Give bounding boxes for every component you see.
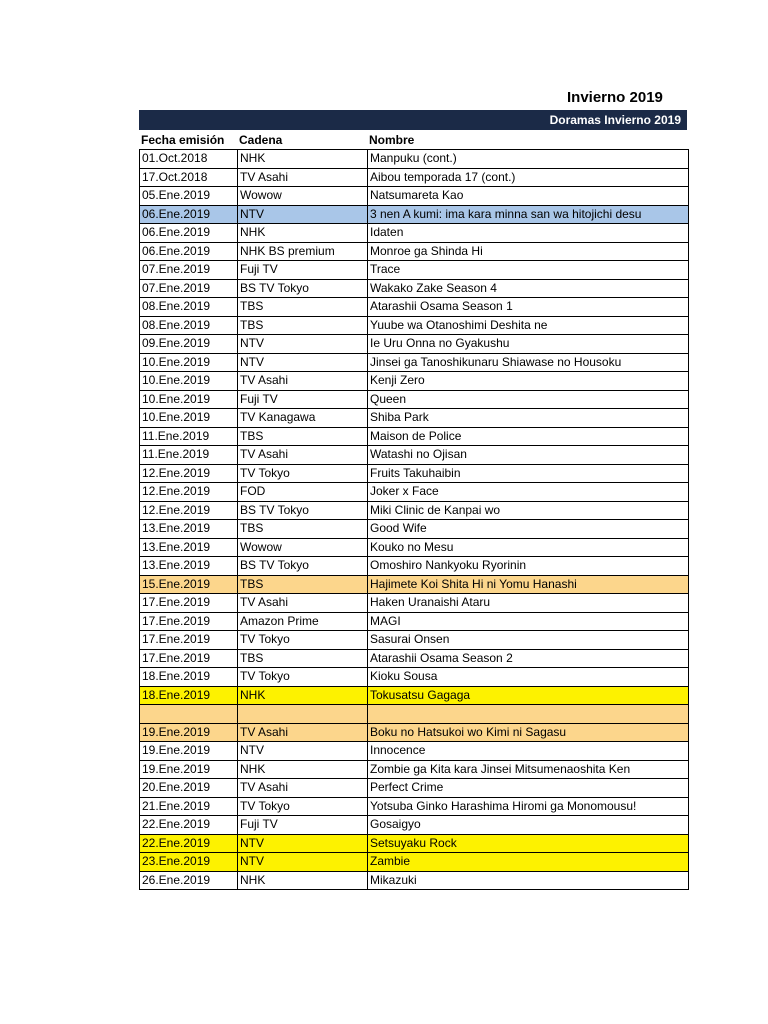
cell-channel: NHK bbox=[238, 150, 368, 169]
cell-name: Miki Clinic de Kanpai wo bbox=[368, 501, 689, 520]
cell-date: 20.Ene.2019 bbox=[140, 779, 238, 798]
cell-name: Maison de Police bbox=[368, 427, 689, 446]
column-headers bbox=[139, 130, 687, 149]
table-row bbox=[140, 261, 689, 280]
table-row bbox=[140, 538, 689, 557]
table-row bbox=[140, 649, 689, 668]
cell-channel: TBS bbox=[238, 520, 368, 539]
header-name: Nombre bbox=[369, 133, 415, 147]
cell-date: 09.Ene.2019 bbox=[140, 335, 238, 354]
cell-channel: TBS bbox=[238, 649, 368, 668]
table-row bbox=[140, 705, 689, 724]
cell-name: Zambie bbox=[368, 853, 689, 872]
cell-date: 23.Ene.2019 bbox=[140, 853, 238, 872]
cell-date: 05.Ene.2019 bbox=[140, 187, 238, 206]
cell-name: Monroe ga Shinda Hi bbox=[368, 242, 689, 261]
cell-name: Setsuyaku Rock bbox=[368, 834, 689, 853]
cell-date: 17.Ene.2019 bbox=[140, 612, 238, 631]
cell-name: Idaten bbox=[368, 224, 689, 243]
table-row bbox=[140, 372, 689, 391]
cell-date: 17.Ene.2019 bbox=[140, 649, 238, 668]
table-row bbox=[140, 316, 689, 335]
table-row bbox=[140, 483, 689, 502]
cell-date: 10.Ene.2019 bbox=[140, 372, 238, 391]
table-row bbox=[140, 742, 689, 761]
cell-channel: TBS bbox=[238, 575, 368, 594]
table-row bbox=[140, 353, 689, 372]
cell-name: Kouko no Mesu bbox=[368, 538, 689, 557]
cell-channel: NTV bbox=[238, 353, 368, 372]
table-row bbox=[140, 335, 689, 354]
table-row bbox=[140, 242, 689, 261]
table-row bbox=[140, 668, 689, 687]
cell-date: 06.Ene.2019 bbox=[140, 224, 238, 243]
cell-name: Trace bbox=[368, 261, 689, 280]
table-row bbox=[140, 224, 689, 243]
cell-date: 07.Ene.2019 bbox=[140, 261, 238, 280]
cell-name: Zombie ga Kita kara Jinsei Mitsumenaoshita Ken bbox=[368, 760, 689, 779]
cell-date: 19.Ene.2019 bbox=[140, 723, 238, 742]
cell-date: 10.Ene.2019 bbox=[140, 390, 238, 409]
cell-date: 18.Ene.2019 bbox=[140, 668, 238, 687]
cell-date: 18.Ene.2019 bbox=[140, 686, 238, 705]
table-row bbox=[140, 501, 689, 520]
cell-date: 19.Ene.2019 bbox=[140, 742, 238, 761]
cell-channel: TV Tokyo bbox=[238, 464, 368, 483]
table-row bbox=[140, 871, 689, 890]
cell-channel: Wowow bbox=[238, 187, 368, 206]
cell-name: Good Wife bbox=[368, 520, 689, 539]
cell-channel: BS TV Tokyo bbox=[238, 557, 368, 576]
cell-name: Wakako Zake Season 4 bbox=[368, 279, 689, 298]
cell-channel: TV Tokyo bbox=[238, 668, 368, 687]
cell-name: Aibou temporada 17 (cont.) bbox=[368, 168, 689, 187]
cell-name: Gosaigyo bbox=[368, 816, 689, 835]
cell-channel: BS TV Tokyo bbox=[238, 501, 368, 520]
cell-name: Perfect Crime bbox=[368, 779, 689, 798]
cell-name: Tokusatsu Gagaga bbox=[368, 686, 689, 705]
cell-date: 06.Ene.2019 bbox=[140, 242, 238, 261]
table-banner: Doramas Invierno 2019 bbox=[139, 110, 687, 130]
cell-date: 12.Ene.2019 bbox=[140, 464, 238, 483]
cell-name: MAGI bbox=[368, 612, 689, 631]
cell-name: Kioku Sousa bbox=[368, 668, 689, 687]
table-row bbox=[140, 797, 689, 816]
cell-channel: TBS bbox=[238, 316, 368, 335]
cell-channel: NTV bbox=[238, 742, 368, 761]
cell-channel: NHK bbox=[238, 760, 368, 779]
table-row bbox=[140, 298, 689, 317]
cell-channel: Wowow bbox=[238, 538, 368, 557]
table-row bbox=[140, 557, 689, 576]
cell-name: Watashi no Ojisan bbox=[368, 446, 689, 465]
cell-channel: TV Asahi bbox=[238, 779, 368, 798]
cell-name: Shiba Park bbox=[368, 409, 689, 428]
table-row bbox=[140, 760, 689, 779]
cell-name: Jinsei ga Tanoshikunaru Shiawase no Housoku bbox=[368, 353, 689, 372]
cell-date: 06.Ene.2019 bbox=[140, 205, 238, 224]
cell-channel: TV Asahi bbox=[238, 446, 368, 465]
cell-name bbox=[368, 705, 689, 724]
table-row bbox=[140, 816, 689, 835]
cell-date: 22.Ene.2019 bbox=[140, 834, 238, 853]
cell-date: 01.Oct.2018 bbox=[140, 150, 238, 169]
table-row bbox=[140, 279, 689, 298]
cell-channel: NHK bbox=[238, 871, 368, 890]
cell-channel: NHK bbox=[238, 224, 368, 243]
cell-channel: TBS bbox=[238, 427, 368, 446]
schedule-table bbox=[139, 149, 689, 890]
cell-name: Haken Uranaishi Ataru bbox=[368, 594, 689, 613]
table-row bbox=[140, 631, 689, 650]
table-row bbox=[140, 409, 689, 428]
cell-name: 3 nen A kumi: ima kara minna san wa hitojichi desu bbox=[368, 205, 689, 224]
cell-channel: TV Tokyo bbox=[238, 797, 368, 816]
table-row bbox=[140, 427, 689, 446]
cell-channel: TV Asahi bbox=[238, 594, 368, 613]
cell-date: 07.Ene.2019 bbox=[140, 279, 238, 298]
cell-channel: Fuji TV bbox=[238, 816, 368, 835]
cell-channel: Amazon Prime bbox=[238, 612, 368, 631]
cell-channel: TV Kanagawa bbox=[238, 409, 368, 428]
header-date: Fecha emisión bbox=[141, 133, 225, 147]
cell-date: 13.Ene.2019 bbox=[140, 557, 238, 576]
cell-date: 26.Ene.2019 bbox=[140, 871, 238, 890]
table-row bbox=[140, 575, 689, 594]
table-row bbox=[140, 390, 689, 409]
cell-date: 19.Ene.2019 bbox=[140, 760, 238, 779]
cell-channel: Fuji TV bbox=[238, 390, 368, 409]
cell-date: 17.Ene.2019 bbox=[140, 594, 238, 613]
page-title: Invierno 2019 bbox=[567, 89, 663, 106]
header-channel: Cadena bbox=[239, 133, 283, 147]
cell-channel: NTV bbox=[238, 335, 368, 354]
cell-name: Manpuku (cont.) bbox=[368, 150, 689, 169]
cell-date: 10.Ene.2019 bbox=[140, 409, 238, 428]
table-row bbox=[140, 520, 689, 539]
table-row bbox=[140, 446, 689, 465]
cell-name: Yuube wa Otanoshimi Deshita ne bbox=[368, 316, 689, 335]
cell-channel: BS TV Tokyo bbox=[238, 279, 368, 298]
table-row bbox=[140, 464, 689, 483]
cell-name: Atarashii Osama Season 1 bbox=[368, 298, 689, 317]
cell-date: 17.Ene.2019 bbox=[140, 631, 238, 650]
cell-date: 10.Ene.2019 bbox=[140, 353, 238, 372]
cell-date: 11.Ene.2019 bbox=[140, 446, 238, 465]
cell-channel: NTV bbox=[238, 853, 368, 872]
cell-channel: NHK BS premium bbox=[238, 242, 368, 261]
table-row bbox=[140, 612, 689, 631]
cell-channel: Fuji TV bbox=[238, 261, 368, 280]
cell-date: 12.Ene.2019 bbox=[140, 501, 238, 520]
cell-channel: TV Asahi bbox=[238, 372, 368, 391]
cell-channel: NTV bbox=[238, 205, 368, 224]
cell-name: Kenji Zero bbox=[368, 372, 689, 391]
table-row bbox=[140, 205, 689, 224]
cell-date: 11.Ene.2019 bbox=[140, 427, 238, 446]
table-row bbox=[140, 187, 689, 206]
cell-date: 13.Ene.2019 bbox=[140, 520, 238, 539]
cell-name: Ie Uru Onna no Gyakushu bbox=[368, 335, 689, 354]
table-row bbox=[140, 723, 689, 742]
cell-name: Joker x Face bbox=[368, 483, 689, 502]
cell-name: Queen bbox=[368, 390, 689, 409]
table-row bbox=[140, 168, 689, 187]
cell-name: Natsumareta Kao bbox=[368, 187, 689, 206]
table-row bbox=[140, 594, 689, 613]
cell-date: 15.Ene.2019 bbox=[140, 575, 238, 594]
cell-date: 13.Ene.2019 bbox=[140, 538, 238, 557]
cell-name: Mikazuki bbox=[368, 871, 689, 890]
cell-channel: NHK bbox=[238, 686, 368, 705]
cell-name: Boku no Hatsukoi wo Kimi ni Sagasu bbox=[368, 723, 689, 742]
cell-channel: TBS bbox=[238, 298, 368, 317]
cell-channel bbox=[238, 705, 368, 724]
table-row bbox=[140, 779, 689, 798]
cell-channel: FOD bbox=[238, 483, 368, 502]
cell-date: 08.Ene.2019 bbox=[140, 298, 238, 317]
cell-date: 21.Ene.2019 bbox=[140, 797, 238, 816]
cell-date bbox=[140, 705, 238, 724]
cell-date: 08.Ene.2019 bbox=[140, 316, 238, 335]
cell-channel: NTV bbox=[238, 834, 368, 853]
table-row bbox=[140, 150, 689, 169]
cell-channel: TV Asahi bbox=[238, 723, 368, 742]
cell-name: Atarashii Osama Season 2 bbox=[368, 649, 689, 668]
table-row bbox=[140, 853, 689, 872]
cell-channel: TV Tokyo bbox=[238, 631, 368, 650]
cell-name: Hajimete Koi Shita Hi ni Yomu Hanashi bbox=[368, 575, 689, 594]
table-row bbox=[140, 834, 689, 853]
cell-name: Innocence bbox=[368, 742, 689, 761]
cell-name: Sasurai Onsen bbox=[368, 631, 689, 650]
cell-date: 12.Ene.2019 bbox=[140, 483, 238, 502]
table-row bbox=[140, 686, 689, 705]
cell-channel: TV Asahi bbox=[238, 168, 368, 187]
cell-name: Yotsuba Ginko Harashima Hiromi ga Monomousu! bbox=[368, 797, 689, 816]
cell-name: Fruits Takuhaibin bbox=[368, 464, 689, 483]
cell-name: Omoshiro Nankyoku Ryorinin bbox=[368, 557, 689, 576]
cell-date: 17.Oct.2018 bbox=[140, 168, 238, 187]
cell-date: 22.Ene.2019 bbox=[140, 816, 238, 835]
